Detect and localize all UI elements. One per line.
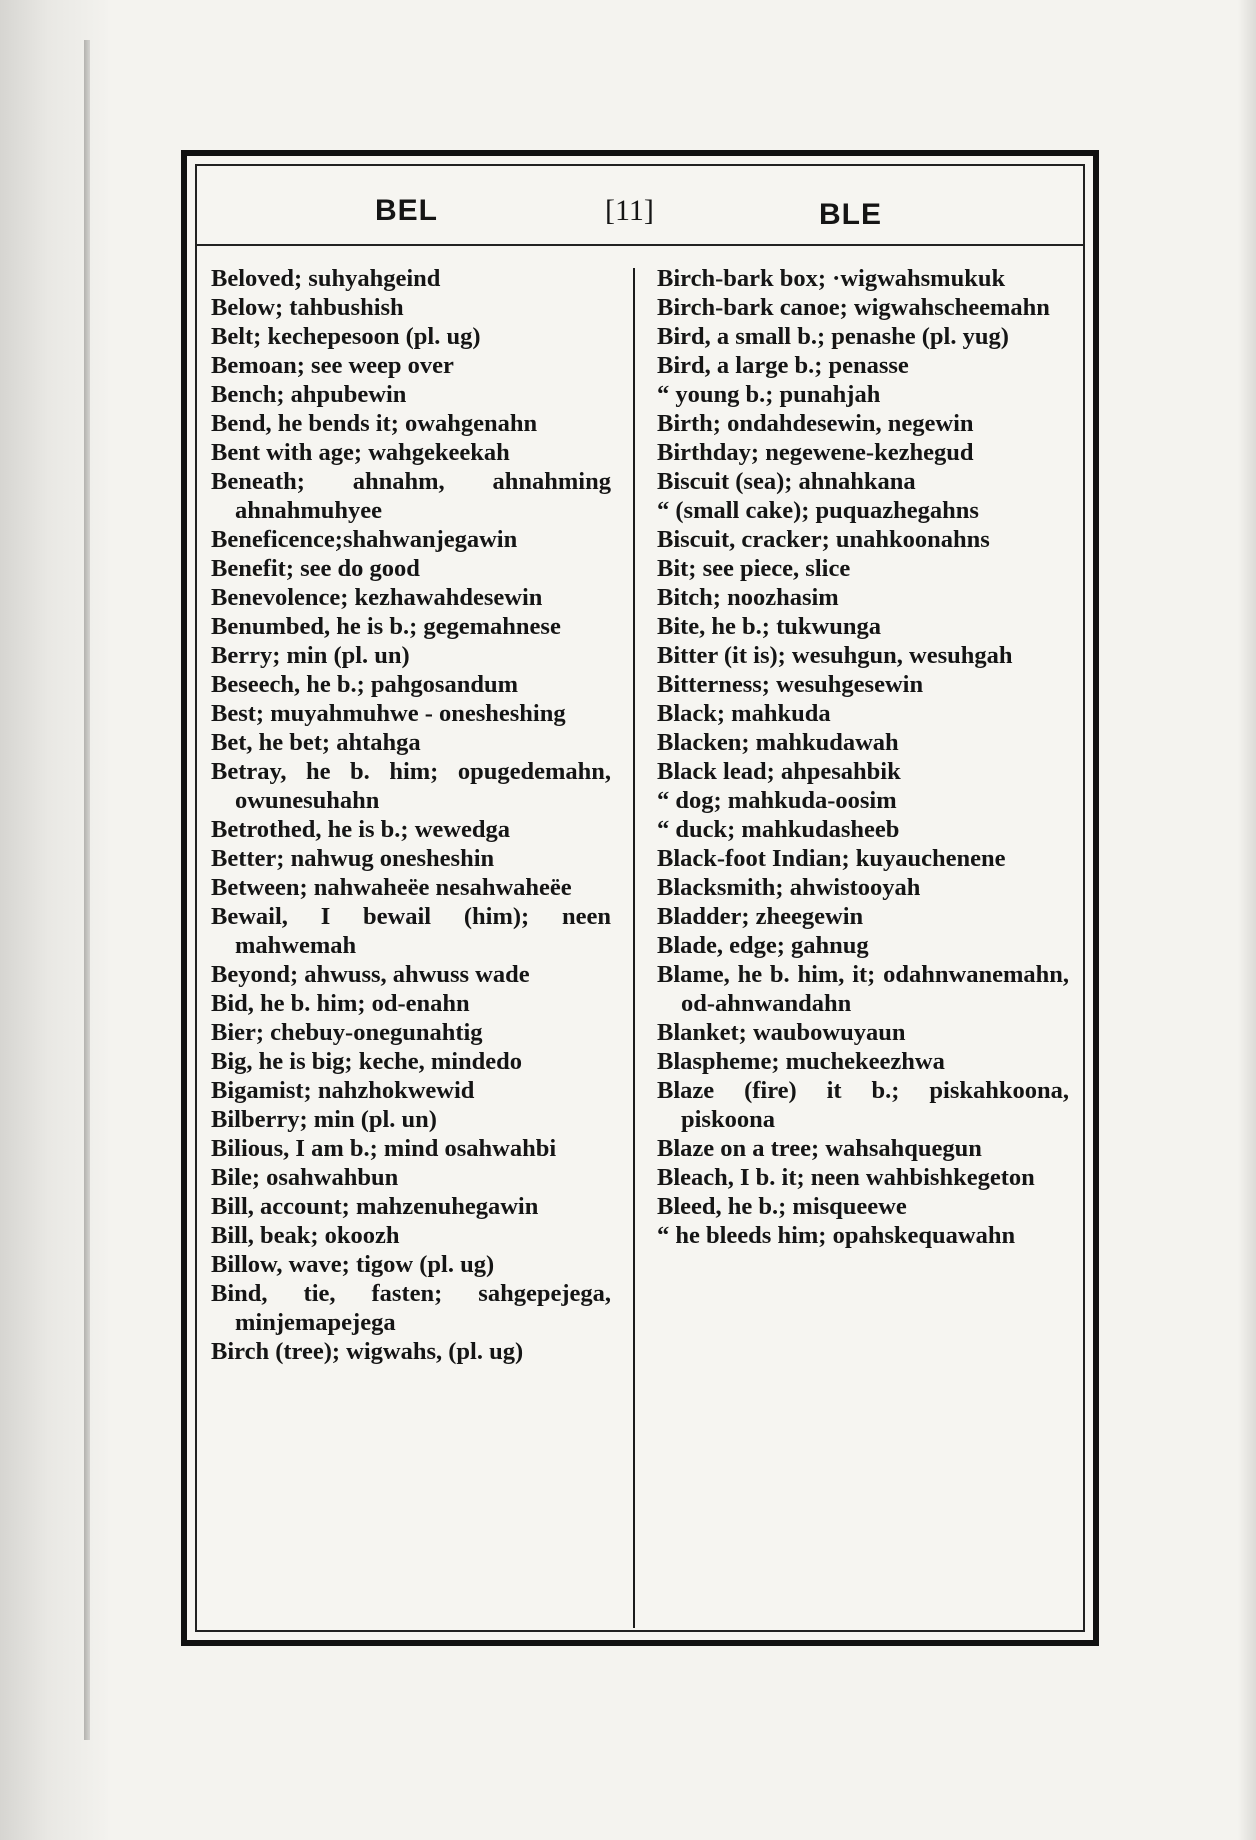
page-number: [11]: [605, 194, 654, 227]
dictionary-entry: “ dog; mahkuda-oosim: [657, 787, 897, 814]
dictionary-entry: Black lead; ahpesahbik: [657, 758, 901, 785]
left-column: [211, 264, 611, 1366]
page-header: [187, 176, 1093, 236]
dictionary-entry: Billow, wave; tigow (pl. ug): [211, 1251, 495, 1278]
dictionary-entry: Biscuit (sea); ahnahkana: [657, 468, 916, 495]
column-divider: [633, 268, 635, 1628]
dictionary-entry: Black-foot Indian; kuyauchenene: [657, 845, 1006, 872]
dictionary-entry: Beneath; ahnahm, ahnahming ahnahmuhyee: [211, 468, 611, 524]
dictionary-entry: Birch-bark canoe; wigwahscheemahn: [657, 294, 1050, 321]
dictionary-entry: Bladder; zheegewin: [657, 903, 864, 930]
dictionary-entry: “ (small cake); puquazhegahns: [657, 497, 979, 524]
dictionary-entry: Blaspheme; muchekeezhwa: [657, 1048, 945, 1075]
dictionary-entry: Bird, a small b.; penashe (pl. yug): [657, 323, 1009, 350]
dictionary-entry: Birth; ondahdesewin, negewin: [657, 410, 974, 437]
dictionary-entry: Bind, tie, fasten; sahgepejega, minjemapejega: [211, 1280, 611, 1336]
dictionary-entry: Big, he is big; keche, mindedo: [211, 1048, 523, 1075]
dictionary-entry: “ he bleeds him; opahskequawahn: [657, 1222, 1016, 1249]
dictionary-entry: Bile; osahwahbun: [211, 1164, 399, 1191]
dictionary-entry: Bent with age; wahgekeekah: [211, 439, 510, 466]
dictionary-entry: Bleed, he b.; misqueewe: [657, 1193, 907, 1220]
dictionary-entry: “ duck; mahkudasheeb: [657, 816, 900, 843]
dictionary-entry: Bilberry; min (pl. un): [211, 1106, 437, 1133]
dictionary-entry: Benumbed, he is b.; gegemahnese: [211, 613, 561, 640]
header-rule: [195, 244, 1085, 246]
page-gutter-shadow: [0, 0, 108, 1840]
dictionary-entry: Blaze (fire) it b.; piskahkoona, piskoona: [657, 1077, 1069, 1133]
dictionary-entry: Belt; kechepesoon (pl. ug): [211, 323, 481, 350]
dictionary-entry: Benevolence; kezhawahdesewin: [211, 584, 543, 611]
dictionary-entry: Bid, he b. him; od-enahn: [211, 990, 470, 1017]
dictionary-entry: Birch-bark box; ·wigwahsmukuk: [657, 265, 1006, 292]
dictionary-entry: Benefit; see do good: [211, 555, 420, 582]
dictionary-entry: Bitterness; wesuhgesewin: [657, 671, 924, 698]
right-guide-word: BLE: [819, 198, 882, 231]
dictionary-entry: Blacken; mahkudawah: [657, 729, 899, 756]
dictionary-entry: Bet, he bet; ahtahga: [211, 729, 421, 756]
dictionary-entry: Beyond; ahwuss, ahwuss wade: [211, 961, 530, 988]
dictionary-entry: Between; nahwaheëe nesahwaheëe: [211, 874, 572, 901]
dictionary-entry: Bench; ahpubewin: [211, 381, 407, 408]
page-right-edge: [1238, 0, 1256, 1840]
dictionary-entry: Blacksmith; ahwistooyah: [657, 874, 921, 901]
dictionary-entry: Bill, beak; okoozh: [211, 1222, 400, 1249]
dictionary-entry: “ young b.; punahjah: [657, 381, 881, 408]
dictionary-entry: Beseech, he b.; pahgosandum: [211, 671, 518, 698]
dictionary-entry: Black; mahkuda: [657, 700, 831, 727]
left-guide-word: BEL: [375, 194, 438, 227]
dictionary-entry: Beloved; suhyahgeind: [211, 265, 441, 292]
dictionary-entry: Bier; chebuy-onegunahtig: [211, 1019, 483, 1046]
dictionary-entry: Betrothed, he is b.; wewedga: [211, 816, 510, 843]
dictionary-entry: Bewail, I bewail (him); neen mahwemah: [211, 903, 611, 959]
dictionary-entry: Bigamist; nahzhokwewid: [211, 1077, 475, 1104]
dictionary-entry: Better; nahwug onesheshin: [211, 845, 495, 872]
dictionary-entry: Bird, a large b.; penasse: [657, 352, 909, 379]
dictionary-entry: Biscuit, cracker; unahkoonahns: [657, 526, 990, 553]
dictionary-entry: Blaze on a tree; wahsahquegun: [657, 1135, 982, 1162]
dictionary-page-frame: [181, 150, 1099, 1646]
book-spine-edge: [84, 40, 90, 1740]
dictionary-entry: Below; tahbushish: [211, 294, 404, 321]
dictionary-entry: Berry; min (pl. un): [211, 642, 410, 669]
dictionary-entry: Bite, he b.; tukwunga: [657, 613, 881, 640]
dictionary-entry: Blade, edge; gahnug: [657, 932, 869, 959]
dictionary-entry: Bit; see piece, slice: [657, 555, 851, 582]
dictionary-entry: Beneficence;shahwanjegawin: [211, 526, 518, 553]
dictionary-entry: Betray, he b. him; opugedemahn, owunesuhahn: [211, 758, 611, 814]
dictionary-entry: Bitch; noozhasim: [657, 584, 839, 611]
dictionary-entry: Bilious, I am b.; mind osahwahbi: [211, 1135, 557, 1162]
dictionary-entry: Bill, account; mahzenuhegawin: [211, 1193, 539, 1220]
dictionary-entry: Blanket; waubowuyaun: [657, 1019, 906, 1046]
dictionary-entry: Bend, he bends it; owahgenahn: [211, 410, 538, 437]
dictionary-entry: Bleach, I b. it; neen wahbishkegeton: [657, 1164, 1035, 1191]
dictionary-entry: Birch (tree); wigwahs, (pl. ug): [211, 1338, 524, 1365]
dictionary-entry: Bemoan; see weep over: [211, 352, 454, 379]
right-column: [657, 264, 1069, 1250]
dictionary-entry: Best; muyahmuhwe - onesheshing: [211, 700, 566, 727]
dictionary-entry: Birthday; negewene-kezhegud: [657, 439, 974, 466]
dictionary-entry: Bitter (it is); wesuhgun, wesuhgah: [657, 642, 1013, 669]
dictionary-entry: Blame, he b. him, it; odahnwanemahn, od-ahnwandahn: [657, 961, 1069, 1017]
